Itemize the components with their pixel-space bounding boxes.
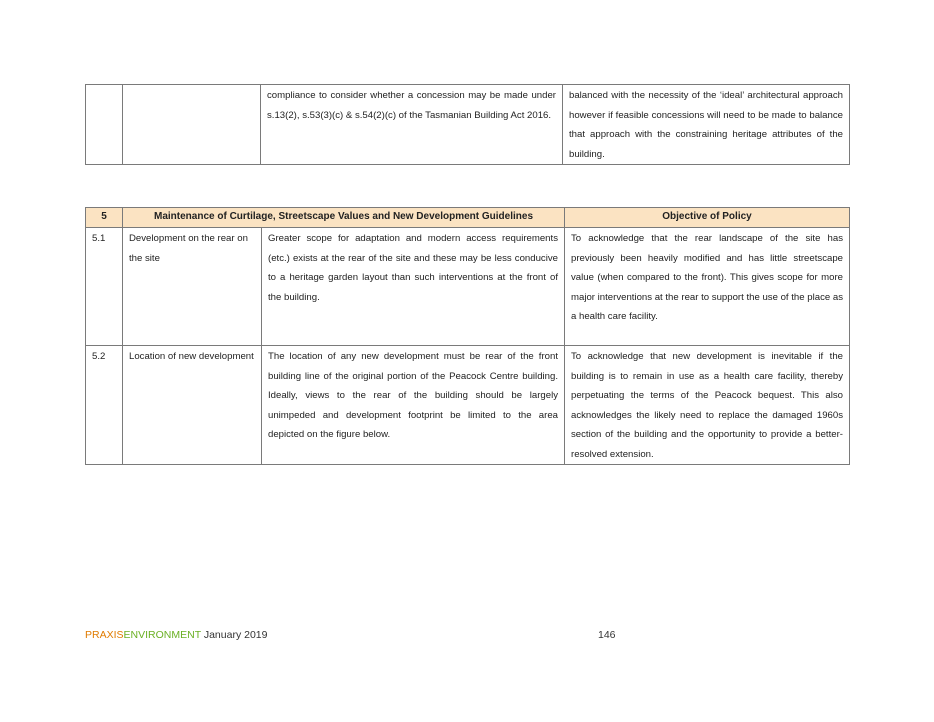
row-id: 5.2 [86, 346, 123, 465]
page-number: 146 [598, 629, 616, 641]
row-id: 5.1 [86, 228, 123, 346]
empty-cell [86, 85, 123, 165]
table-row [86, 346, 850, 465]
table-header-row [86, 208, 850, 228]
brand-environment: ENVIRONMENT [123, 629, 201, 641]
section-title: Maintenance of Curtilage, Streetscape Values and New Development Guidelines [123, 208, 565, 228]
row-item: Location of new development [123, 346, 262, 465]
section-5-table [85, 207, 850, 465]
footer-date: January 2019 [200, 629, 268, 641]
row-policy: Greater scope for adaptation and modern access requirements (etc.) exists at the rear of the site and these may be less conducive to a heritage garden layout than such interventions at the front of the building. [262, 228, 565, 346]
table-row [86, 228, 850, 346]
section-number: 5 [86, 208, 123, 228]
row-policy: The location of any new development must be rear of the front building line of the original portion of the Peacock Centre building. Ideally, views to the rear of the building should be largely unimpeded and development footprint be limited to the area depicted on the figure below. [262, 346, 565, 465]
row-item: Development on the rear on the site [123, 228, 262, 346]
footer-brand [85, 629, 267, 641]
brand-praxis: PRAXIS [85, 629, 124, 641]
row-objective: To acknowledge that the rear landscape of the site has previously been heavily modified and has little streetscape value (when compared to the front). This gives scope for more major interventions at the rear to support the use of the place as a health care facility. [565, 228, 850, 346]
table-row [86, 85, 850, 165]
continuation-objective-cell: balanced with the necessity of the ‘ideal’ architectural approach however if feasible concessions will need to be made to balance that approach with the constraining heritage attributes of the building. [563, 85, 850, 165]
row-objective: To acknowledge that new development is inevitable if the building is to remain in use as a health care facility, thereby perpetuating the terms of the Peacock bequest. This also acknowledges the likely need to replace the damaged 1960s section of the building and the opportunity to provide a better-resolved extension. [565, 346, 850, 465]
objective-header: Objective of Policy [565, 208, 850, 228]
continuation-table [85, 84, 850, 165]
continuation-policy-cell: compliance to consider whether a concession may be made under s.13(2), s.53(3)(c) & s.54(2)(c) of the Tasmanian Building Act 2016. [261, 85, 563, 165]
empty-cell [123, 85, 261, 165]
